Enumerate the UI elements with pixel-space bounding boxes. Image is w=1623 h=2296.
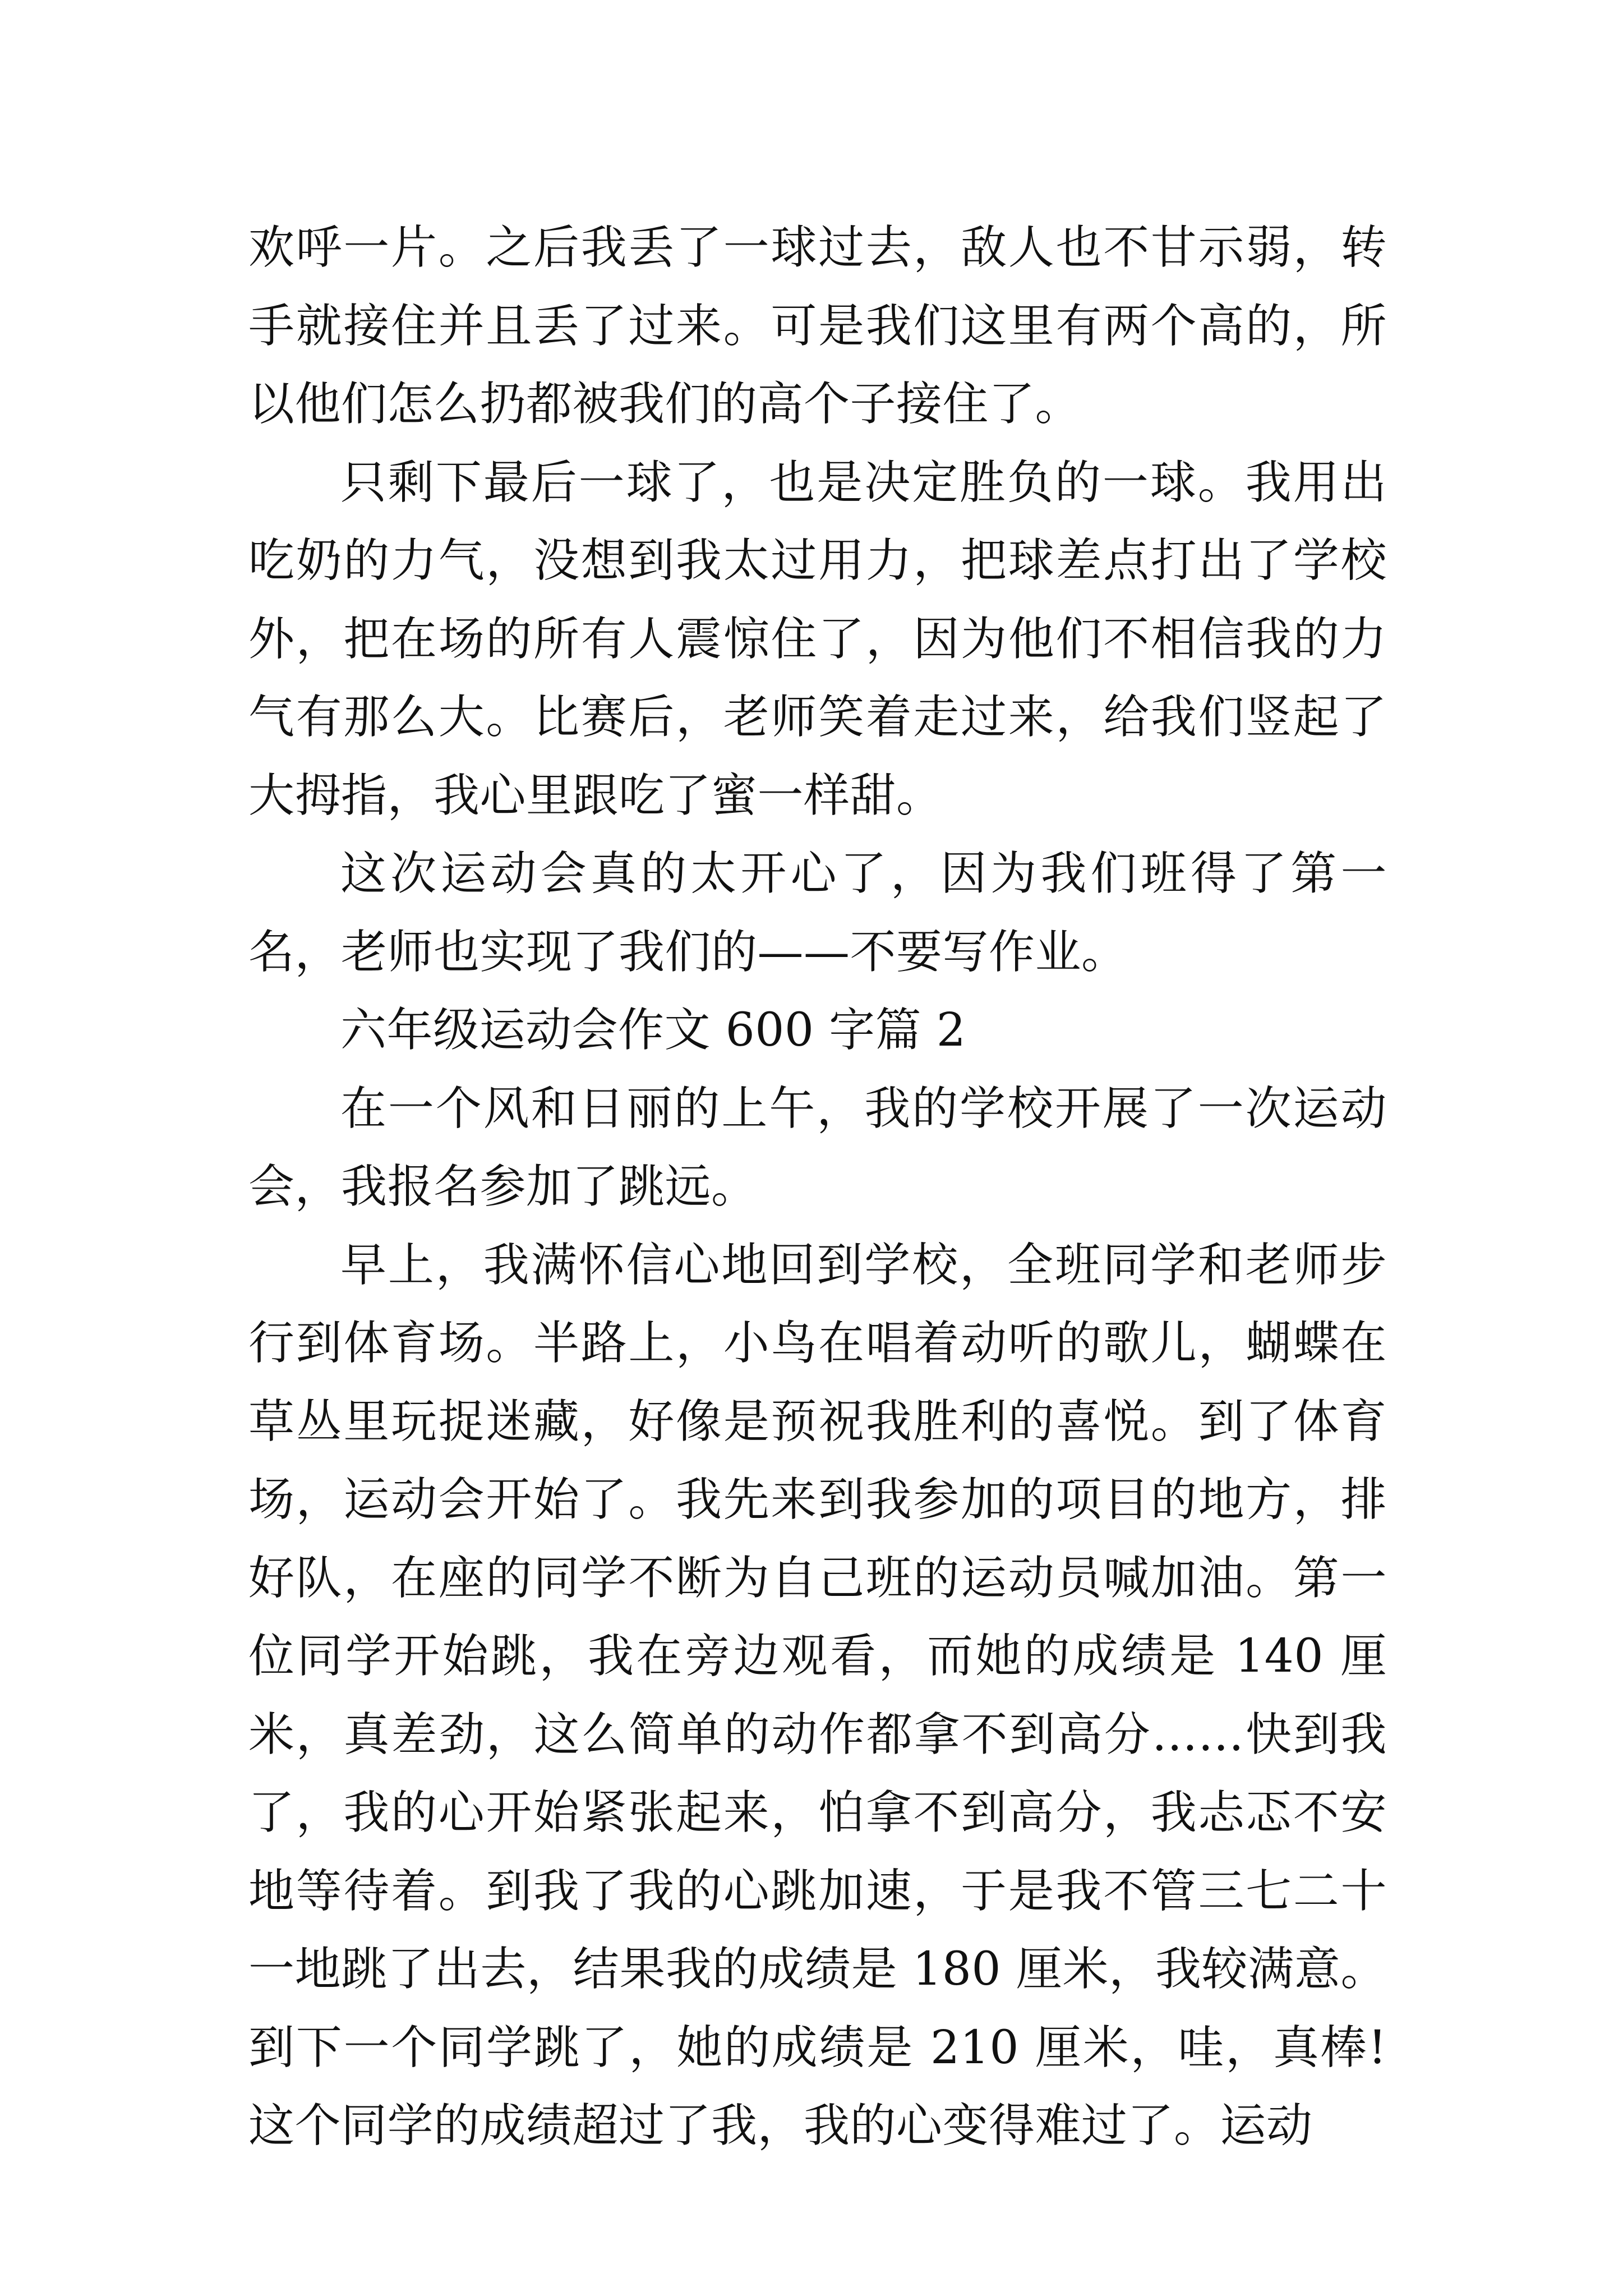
section-heading: 六年级运动会作文 600 字篇 2 [340,1004,966,1057]
body-text [248,209,1387,2165]
paragraph-3: 这次运动会真的太开心了，因为我们班得了第一名，老师也实现了我们的——不要写作业。 [248,847,1387,979]
paragraph-2: 只剩下最后一球了，也是决定胜负的一球。我用出吃奶的力气，没想到我太过用力，把球差点打出了学校外，把在场的所有人震惊住了，因为他们不相信我的力气有那么大。比赛后，老师笑着走过来，给我们竖起了大拇指，我心里跟吃了蜜一样甜。 [248,455,1387,822]
paragraph-1: 欢呼一片。之后我丢了一球过去，敌人也不甘示弱，转手就接住并且丢了过来。可是我们这里有两个高的，所以他们怎么扔都被我们的高个子接住了。 [248,221,1387,431]
paragraph-4: 在一个风和日丽的上午，我的学校开展了一次运动会，我报名参加了跳远。 [248,1082,1387,1213]
paragraph-5: 早上，我满怀信心地回到学校，全班同学和老师步行到体育场。半路上，小鸟在唱着动听的歌儿，蝴蝶在草丛里玩捉迷藏，好像是预祝我胜利的喜悦。到了体育场，运动会开始了。我先来到我参加的项目的地方，排好队，在座的同学不断为自己班的运动员喊加油。第一位同学开始跳，我在旁边观看，而她的成绩是 140 厘米，真差劲，这么简单的动作都拿不到高分……快到我了，我的心开始紧张起来，怕拿不到高分，我忐忑不安地等待着。到我了我的心跳加速，于是我不管三七二十一地跳了出去，结果我的成绩是 180 厘米，我较满意。到下一个同学跳了，她的成绩是 210 厘米，哇，真棒!这个同学的成绩超过了我，我的心变得难过了。运动 [248,1238,1387,2152]
